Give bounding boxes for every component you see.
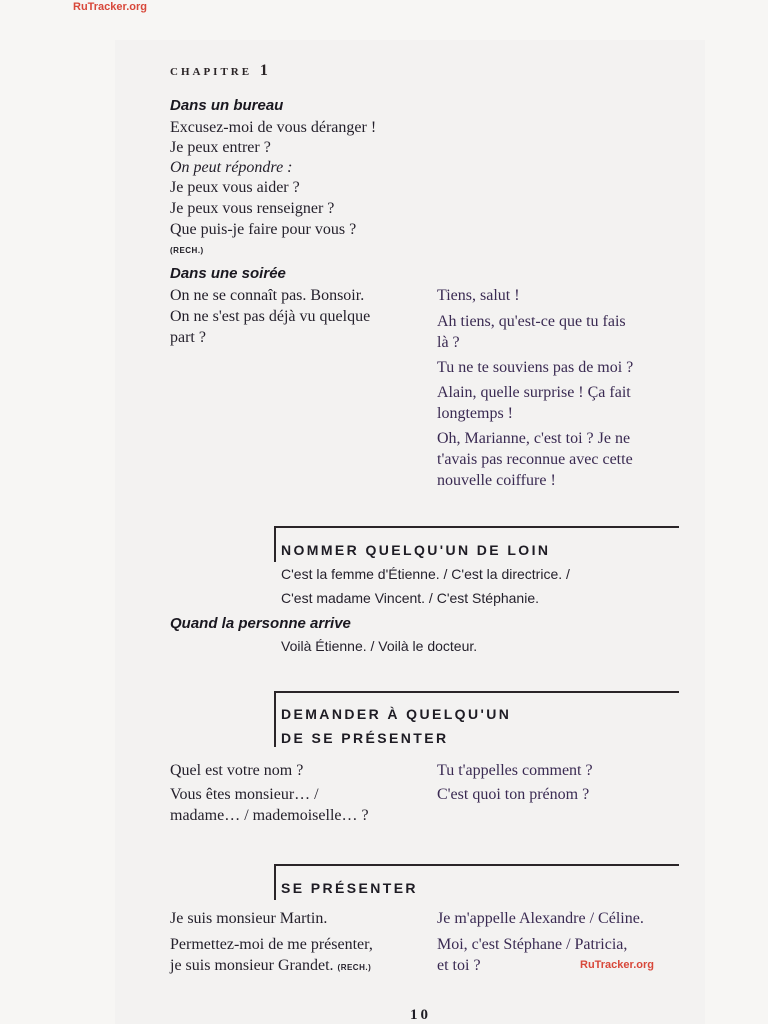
box-title-loin: NOMMER QUELQU'UN DE LOIN (281, 542, 551, 558)
text-line: C'est madame Vincent. / C'est Stéphanie. (281, 590, 540, 606)
text-line: et toi ? (437, 957, 481, 974)
text-line: Oh, Marianne, c'est toi ? Je ne (437, 430, 631, 447)
box-top-rule (274, 864, 679, 866)
text-line: C'est la femme d'Étienne. / C'est la directrice. / (281, 566, 570, 582)
text-line: Tiens, salut ! (437, 287, 520, 304)
text-line: On ne se connaît pas. Bonsoir. (170, 287, 365, 304)
rech-note: (RECH.) (337, 963, 372, 972)
text-line: Que puis-je faire pour vous ? (170, 221, 357, 238)
text-line: Je peux entrer ? (170, 139, 271, 156)
box-title-presenter: SE PRÉSENTER (281, 880, 418, 896)
text-line: Permettez-moi de me présenter, (170, 936, 373, 953)
text-line: Moi, c'est Stéphane / Patricia, (437, 936, 628, 953)
text-line: je suis monsieur Grandet. (170, 957, 334, 974)
watermark-bottom: RuTracker.org (580, 959, 654, 971)
box-title-demander-2: DE SE PRÉSENTER (281, 730, 449, 746)
text-line: nouvelle coiffure ! (437, 472, 556, 489)
text-line: On ne s'est pas déjà vu quelque (170, 308, 371, 325)
section-heading-soiree: Dans une soirée (170, 265, 286, 282)
section-heading-bureau: Dans un bureau (170, 97, 284, 114)
text-line: part ? (170, 329, 206, 346)
reply-label: On peut répondre : (170, 159, 293, 176)
text-line: là ? (437, 334, 460, 351)
box-left-rule (274, 864, 276, 900)
box-title-demander-1: DEMANDER À QUELQU'UN (281, 706, 512, 722)
text-line: C'est quoi ton prénom ? (437, 786, 590, 803)
text-line: Tu t'appelles comment ? (437, 762, 593, 779)
watermark-top: RuTracker.org (73, 1, 147, 13)
text-line: madame… / mademoiselle… ? (170, 807, 369, 824)
chapter-header (170, 62, 268, 80)
text-line: Je suis monsieur Martin. (170, 910, 328, 927)
text-line: Vous êtes monsieur… / (170, 786, 319, 803)
text-line: Tu ne te souviens pas de moi ? (437, 359, 634, 376)
box-top-rule (274, 526, 679, 528)
rech-note: (RECH.) (170, 246, 204, 255)
section-heading-arrive: Quand la personne arrive (170, 615, 351, 632)
text-line: Quel est votre nom ? (170, 762, 304, 779)
box-left-rule (274, 526, 276, 562)
text-line: Je peux vous renseigner ? (170, 200, 335, 217)
page-number: 10 (410, 1007, 431, 1023)
text-line: Je peux vous aider ? (170, 179, 300, 196)
text-line: t'avais pas reconnue avec cette (437, 451, 633, 468)
chapter-number: 1 (259, 62, 268, 79)
box-left-rule (274, 691, 276, 747)
text-line: longtemps ! (437, 405, 513, 422)
text-line-with-note (170, 956, 371, 978)
box-top-rule (274, 691, 679, 693)
text-line: Alain, quelle surprise ! Ça fait (437, 384, 631, 401)
text-line: Voilà Étienne. / Voilà le docteur. (281, 638, 478, 654)
text-line: Je m'appelle Alexandre / Céline. (437, 910, 644, 927)
chapter-label: CHAPITRE (170, 66, 253, 78)
text-line: Excusez-moi de vous déranger ! (170, 119, 377, 136)
text-line: Ah tiens, qu'est-ce que tu fais (437, 313, 626, 330)
